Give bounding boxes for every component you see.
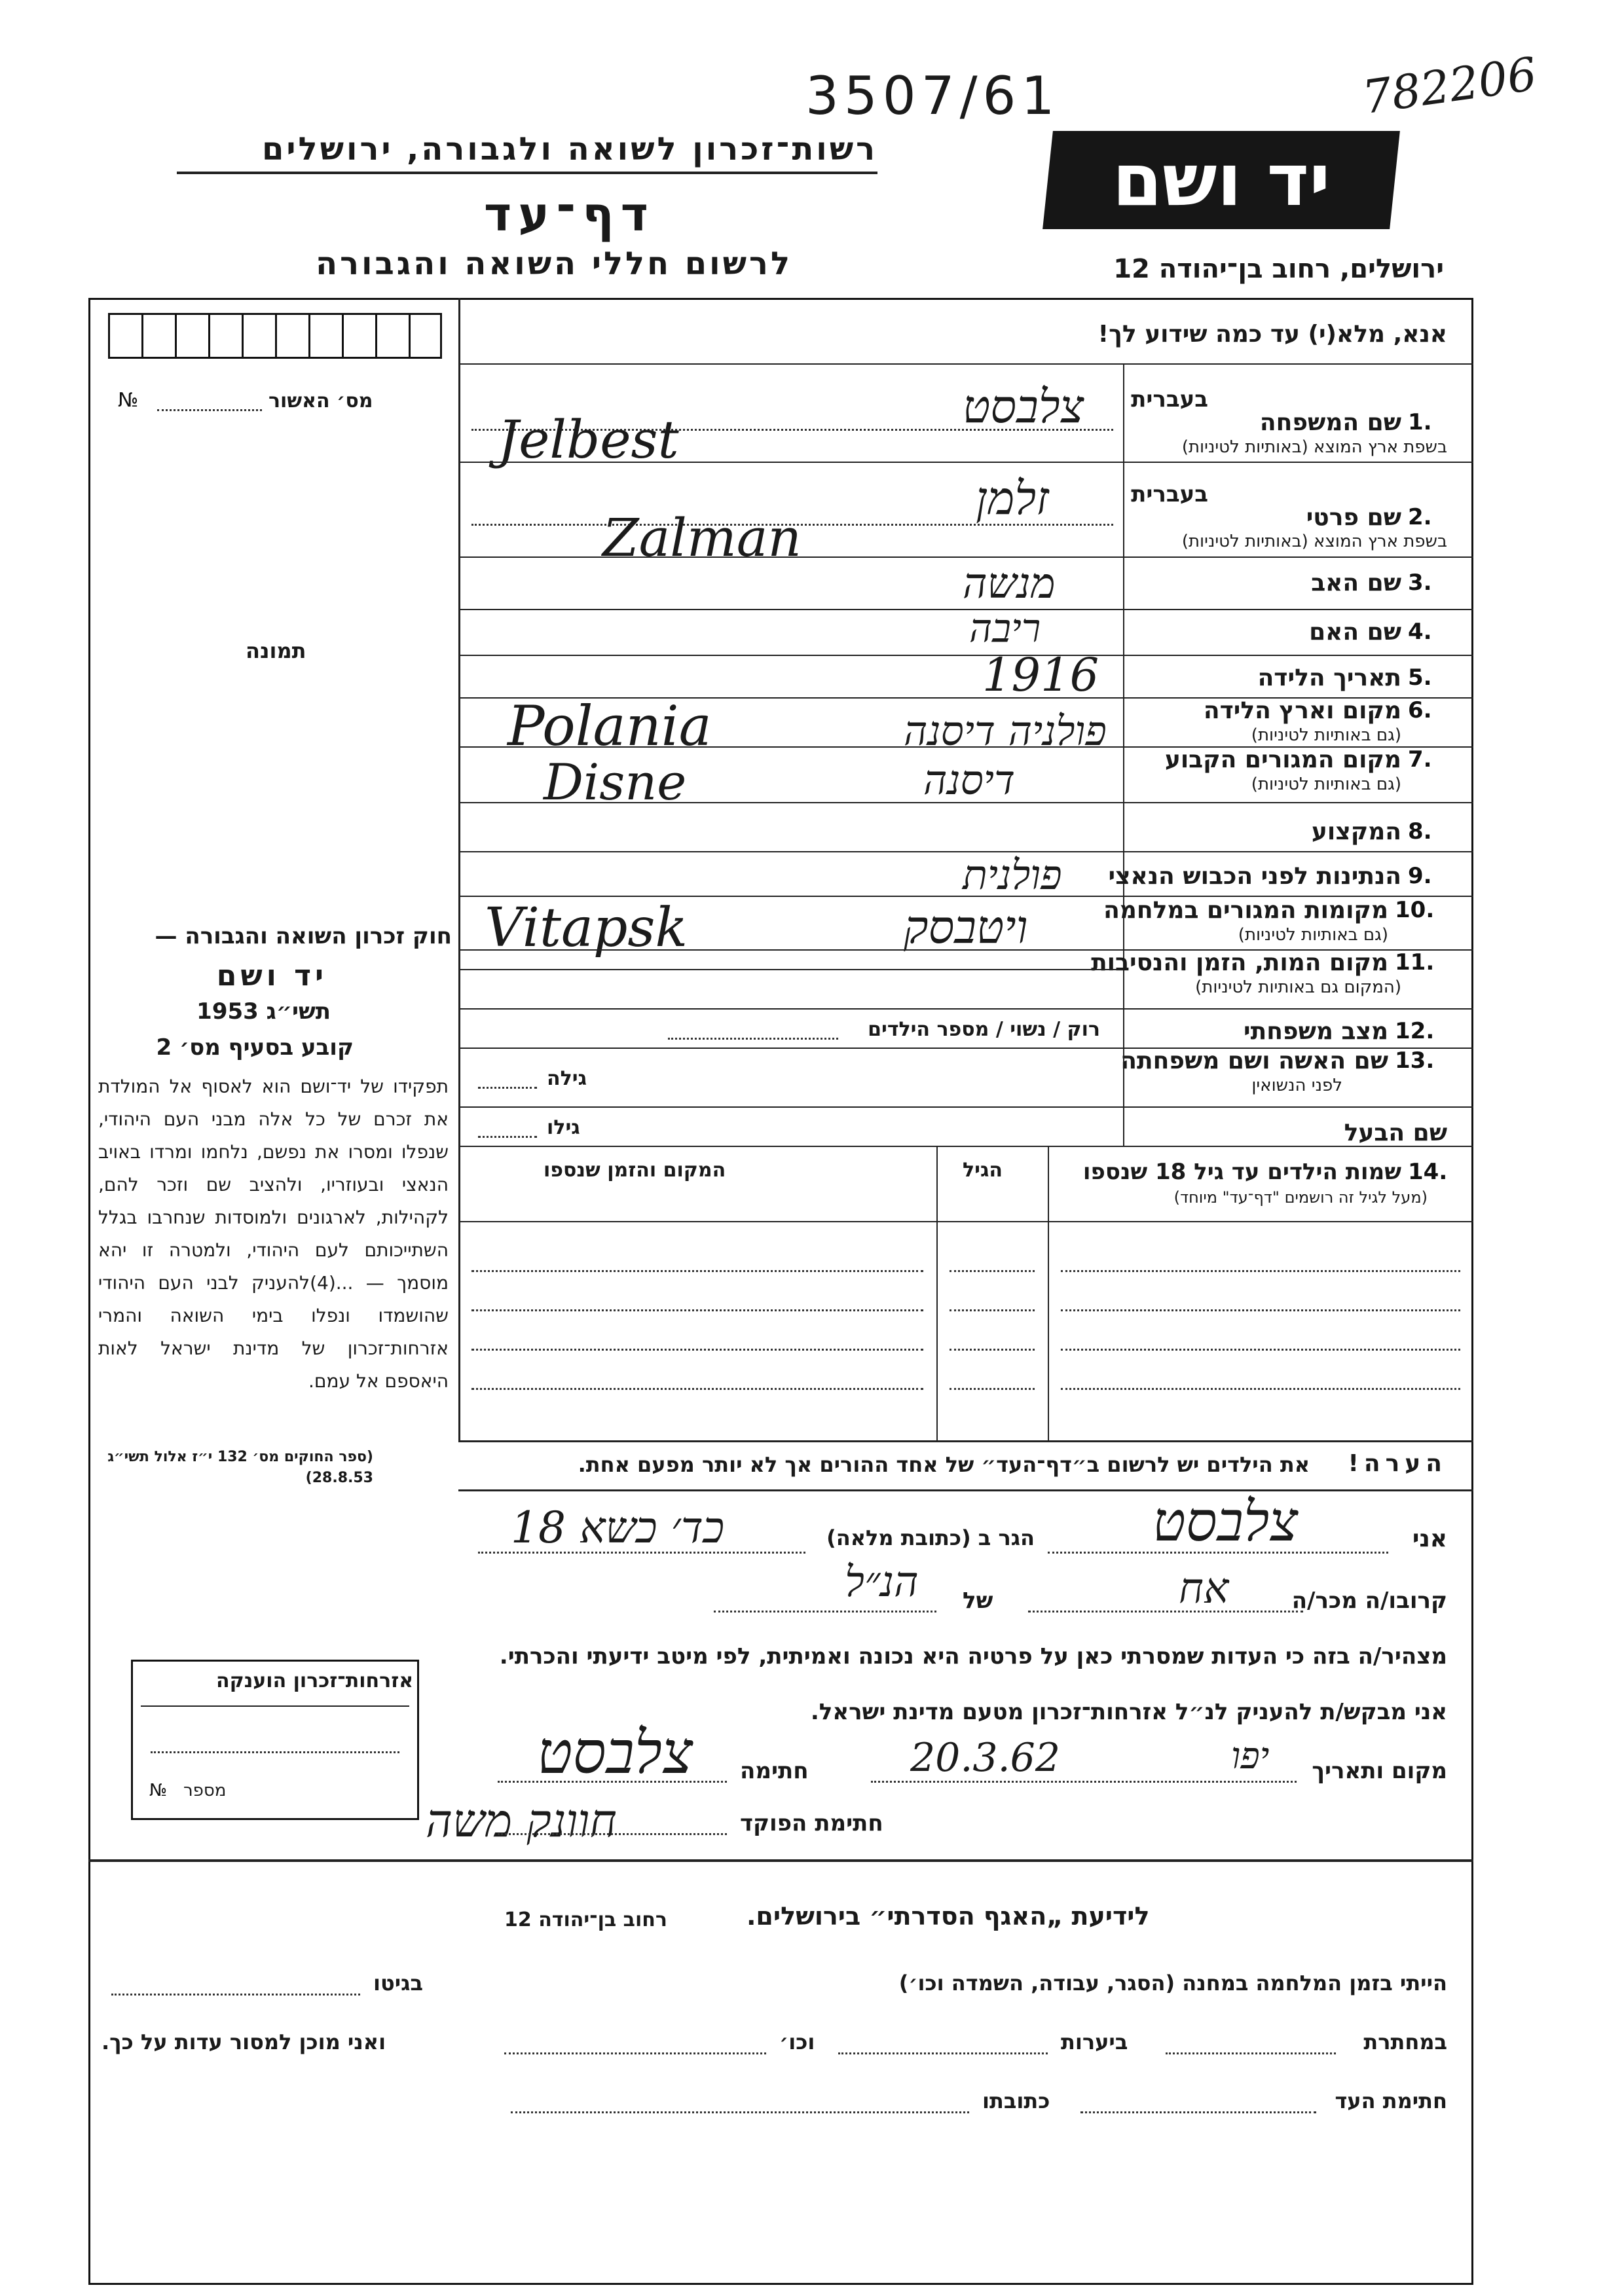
form-title: דף־עד	[483, 187, 655, 242]
field-13-num: 13.	[1395, 1048, 1435, 1074]
declarant-relation: אח	[1179, 1565, 1229, 1613]
field-13-extra: גילה	[547, 1067, 587, 1090]
footer-etc: וכו׳	[779, 2030, 815, 2054]
field-1-label: שם המשפחה	[1259, 409, 1401, 436]
place-value: יפו	[1231, 1735, 1270, 1777]
field-9-num: 9.	[1408, 863, 1432, 889]
footer-witness-sig: חתימת העד	[1335, 2088, 1447, 2113]
footer-witness-address: כתובתו	[982, 2088, 1050, 2113]
field-10-value: ויטבסק	[904, 900, 1028, 954]
field-4-label: שם האם	[1309, 619, 1401, 646]
field-1-hebrew-value: צלבסט	[963, 380, 1084, 433]
declarant-relative-label: קרובו/ה מכר/ה	[1291, 1588, 1447, 1614]
field-4-value: ריבה	[969, 606, 1041, 651]
children-header-age: הגיל	[963, 1159, 1003, 1182]
law-year: תשי״ג 1953	[196, 998, 331, 1025]
field-11-num: 11.	[1395, 949, 1435, 975]
field-7-num: 7.	[1408, 746, 1432, 773]
field-3-num: 3.	[1408, 570, 1432, 596]
field-1-latin-value: Jelbest	[498, 409, 679, 470]
field-11-sublabel: (המקום גם באותיות לטיניות)	[1195, 977, 1401, 997]
footer-address: רחוב בן־יהודה 12	[504, 1908, 667, 1931]
law-body: תפקידו של יד־ושם הוא לאסוף אל המולדת את זכרם של כל אלה מבני העם היהודי, שנפלו ומסרו את נפשם, נלחמו ומרדו באויב הנאצי ובעוזריו, ולהציב שם וזכר להם, לקהילות, לארגונים ולמוסדות שנחרבו בגלל השתייכותם לעם היהודי, ולמטרה זו יהא מוסמך — ...(4)להעניק לבני העם היהודי שהושמדו ונפלו בימי השואה והמרי אזרחות־זכרון של מדינת ישראל לאות היאספם אל עמם.	[98, 1076, 449, 1392]
address: ירושלים, רחוב בן־יהודה 12	[1113, 254, 1444, 284]
field-10-label: מקומות המגורים במלחמה	[1103, 897, 1388, 924]
approval-no-mark: №	[118, 389, 139, 412]
field-10-num: 10.	[1395, 897, 1435, 923]
officer-signature: חוונק משה	[426, 1794, 617, 1848]
declarant-resident-label: הגר ב (כתובת מלאה)	[826, 1525, 1035, 1550]
field-13-label: שם האשה ושם משפחתה	[1120, 1048, 1388, 1074]
officer-label: חתימת הפוקד	[740, 1810, 883, 1836]
law-citation: (ספר החוקים מס׳ 132 י״ז אלול תשי״ג 28.8.53)	[107, 1449, 373, 1486]
certificate-number-label: מספר	[183, 1781, 227, 1800]
declarant-of-value: הנ״ל	[845, 1558, 919, 1607]
request-text: אני מבקש/ת להעניק לנ״ל אזרחות־זכרון מטעם מדינת ישראל.	[810, 1699, 1447, 1725]
approval-label: מס׳ האשור	[268, 390, 373, 412]
field-10-latin-value: Vitapsk	[485, 897, 688, 959]
field-5-num: 5.	[1408, 665, 1432, 691]
record-number: 782206	[1359, 46, 1540, 125]
declarant-ani-label: אני	[1412, 1525, 1447, 1552]
field-2-sublabel: בשפת ארץ המוצא (באותיות לטיניות)	[1181, 532, 1447, 551]
field-3-value: מנשה	[963, 560, 1056, 608]
field-7-label: מקום המגורים הקבוע	[1164, 746, 1401, 773]
form-subtitle: לרשום חללי השואה והגבורה	[316, 246, 792, 282]
children-header-names: שמות הילדים עד גיל 18 שנספו	[1082, 1159, 1401, 1185]
field-7-latin-value: Disne	[544, 753, 687, 811]
footer-ghetto: בגיטו	[373, 1971, 423, 1995]
footer-forests: ביערות	[1061, 2030, 1128, 2054]
field-4-num: 4.	[1408, 619, 1432, 645]
archive-number: 3507/61	[805, 65, 1060, 126]
field-5-label: תאריך הלידה	[1257, 665, 1401, 691]
children-num: 14.	[1408, 1159, 1448, 1185]
field-8-num: 8.	[1408, 818, 1432, 845]
field-2-num: 2.	[1408, 504, 1432, 530]
declarant-name: צלבסט	[1153, 1489, 1299, 1554]
declaration-text: מצהיר/ה בזה כי העדות שמסרתי כאן על פרטיה היא נכונה ואמיתית, לפי מיטב ידיעתי והכרתי.	[499, 1643, 1447, 1669]
date-value: 20.3.62	[910, 1735, 1061, 1781]
field-6-num: 6.	[1408, 697, 1432, 723]
field-1-sublabel: בשפת ארץ המוצא (באותיות לטיניות)	[1181, 437, 1447, 457]
note-label: הערה!	[1348, 1450, 1447, 1477]
field-7-sublabel: (גם באותיות לטיניות)	[1251, 774, 1401, 794]
signature-value: צלבסט	[537, 1719, 693, 1787]
law-clause: קובע בסעיף מס׳ 2	[156, 1034, 354, 1061]
declarant-address: כד׳ כשא 18	[511, 1503, 725, 1553]
field-11-label: מקום המות, הזמן והנסיבות	[1091, 949, 1388, 976]
field-5-value: 1916	[982, 648, 1099, 702]
field-12-num: 12.	[1395, 1018, 1435, 1044]
field-12-value: רוק / נשוי / מספר הילדים	[868, 1018, 1100, 1041]
field-6-sublabel: (גם באותיות לטיניות)	[1251, 725, 1401, 745]
logo-text: יד ושם	[1112, 138, 1331, 222]
photo-label: תמונה	[246, 638, 306, 663]
field-2-latin-value: Zalman	[602, 507, 802, 568]
field-6-label: מקום וארץ הלידה	[1203, 697, 1401, 724]
field-12-label: מצב משפחתי	[1244, 1018, 1388, 1045]
field-6-latin-value: Polania	[507, 694, 712, 758]
law-logo: יד ושם	[216, 959, 327, 993]
note-text: את הילדים יש לרשום ב״דף־העד״ של אחד ההורים אך לא יותר מפעם אחת.	[578, 1452, 1310, 1477]
field-7-value: דיסנה	[923, 756, 1016, 804]
field-2-label: שם פרטי	[1306, 504, 1401, 531]
field-8-label: המקצוע	[1311, 818, 1401, 845]
field-13-sublabel: לפני הנשואין	[1251, 1076, 1342, 1095]
declarant-of-label: של	[963, 1588, 993, 1614]
yad-vashem-logo	[1043, 131, 1400, 229]
footer-line1: הייתי בזמן המלחמה במחנה (הסגר, עבודה, השמדה וכו׳)	[898, 1971, 1447, 1995]
field-1-hebrew-tag: בעברית	[1131, 386, 1208, 412]
approval-boxes	[108, 313, 442, 359]
field-1-num: 1.	[1408, 409, 1432, 435]
signature-label: חתימה	[740, 1758, 809, 1784]
footer-ready: ואני מוכן למסור עדות על כך.	[101, 2030, 386, 2054]
intro-text: אנא, מלא(י) עד כמה שידוע לך!	[1098, 321, 1447, 348]
children-header-sub: (מעל לגיל זה רושמים "דף־עד" מיוחד)	[1173, 1188, 1428, 1207]
footer-underground: במחתרת	[1363, 2030, 1447, 2054]
law-title: חוק זכרון השואה והגבורה —	[155, 923, 452, 949]
field-husband-extra: גילו	[547, 1116, 580, 1139]
footer-title: לידיעת „האגף הסדרתי״ בירושלים.	[747, 1902, 1150, 1931]
field-6-value: פולניה דיסנה	[904, 707, 1107, 755]
field-10-sublabel: (גם באותיות לטיניות)	[1238, 925, 1388, 945]
field-9-label: הנתינות לפני הכבוש הנאצי	[1108, 863, 1401, 890]
certificate-no-mark: №	[149, 1781, 168, 1800]
field-9-value: פולנית	[963, 851, 1062, 899]
place-date-label: מקום ותאריך	[1312, 1758, 1447, 1784]
field-2-hebrew-value: זלמן	[976, 471, 1049, 525]
field-2-hebrew-tag: בעברית	[1131, 481, 1208, 507]
field-3-label: שם האב	[1311, 570, 1401, 596]
authority-line: רשות־זכרון לשואה ולגבורה, ירושלים	[261, 131, 877, 168]
certificate-title: אזרחות־זכרון הוענקה	[216, 1669, 414, 1692]
children-header-place: המקום והזמן שנספו	[544, 1159, 726, 1182]
field-husband-label: שם הבעל	[1344, 1120, 1447, 1146]
